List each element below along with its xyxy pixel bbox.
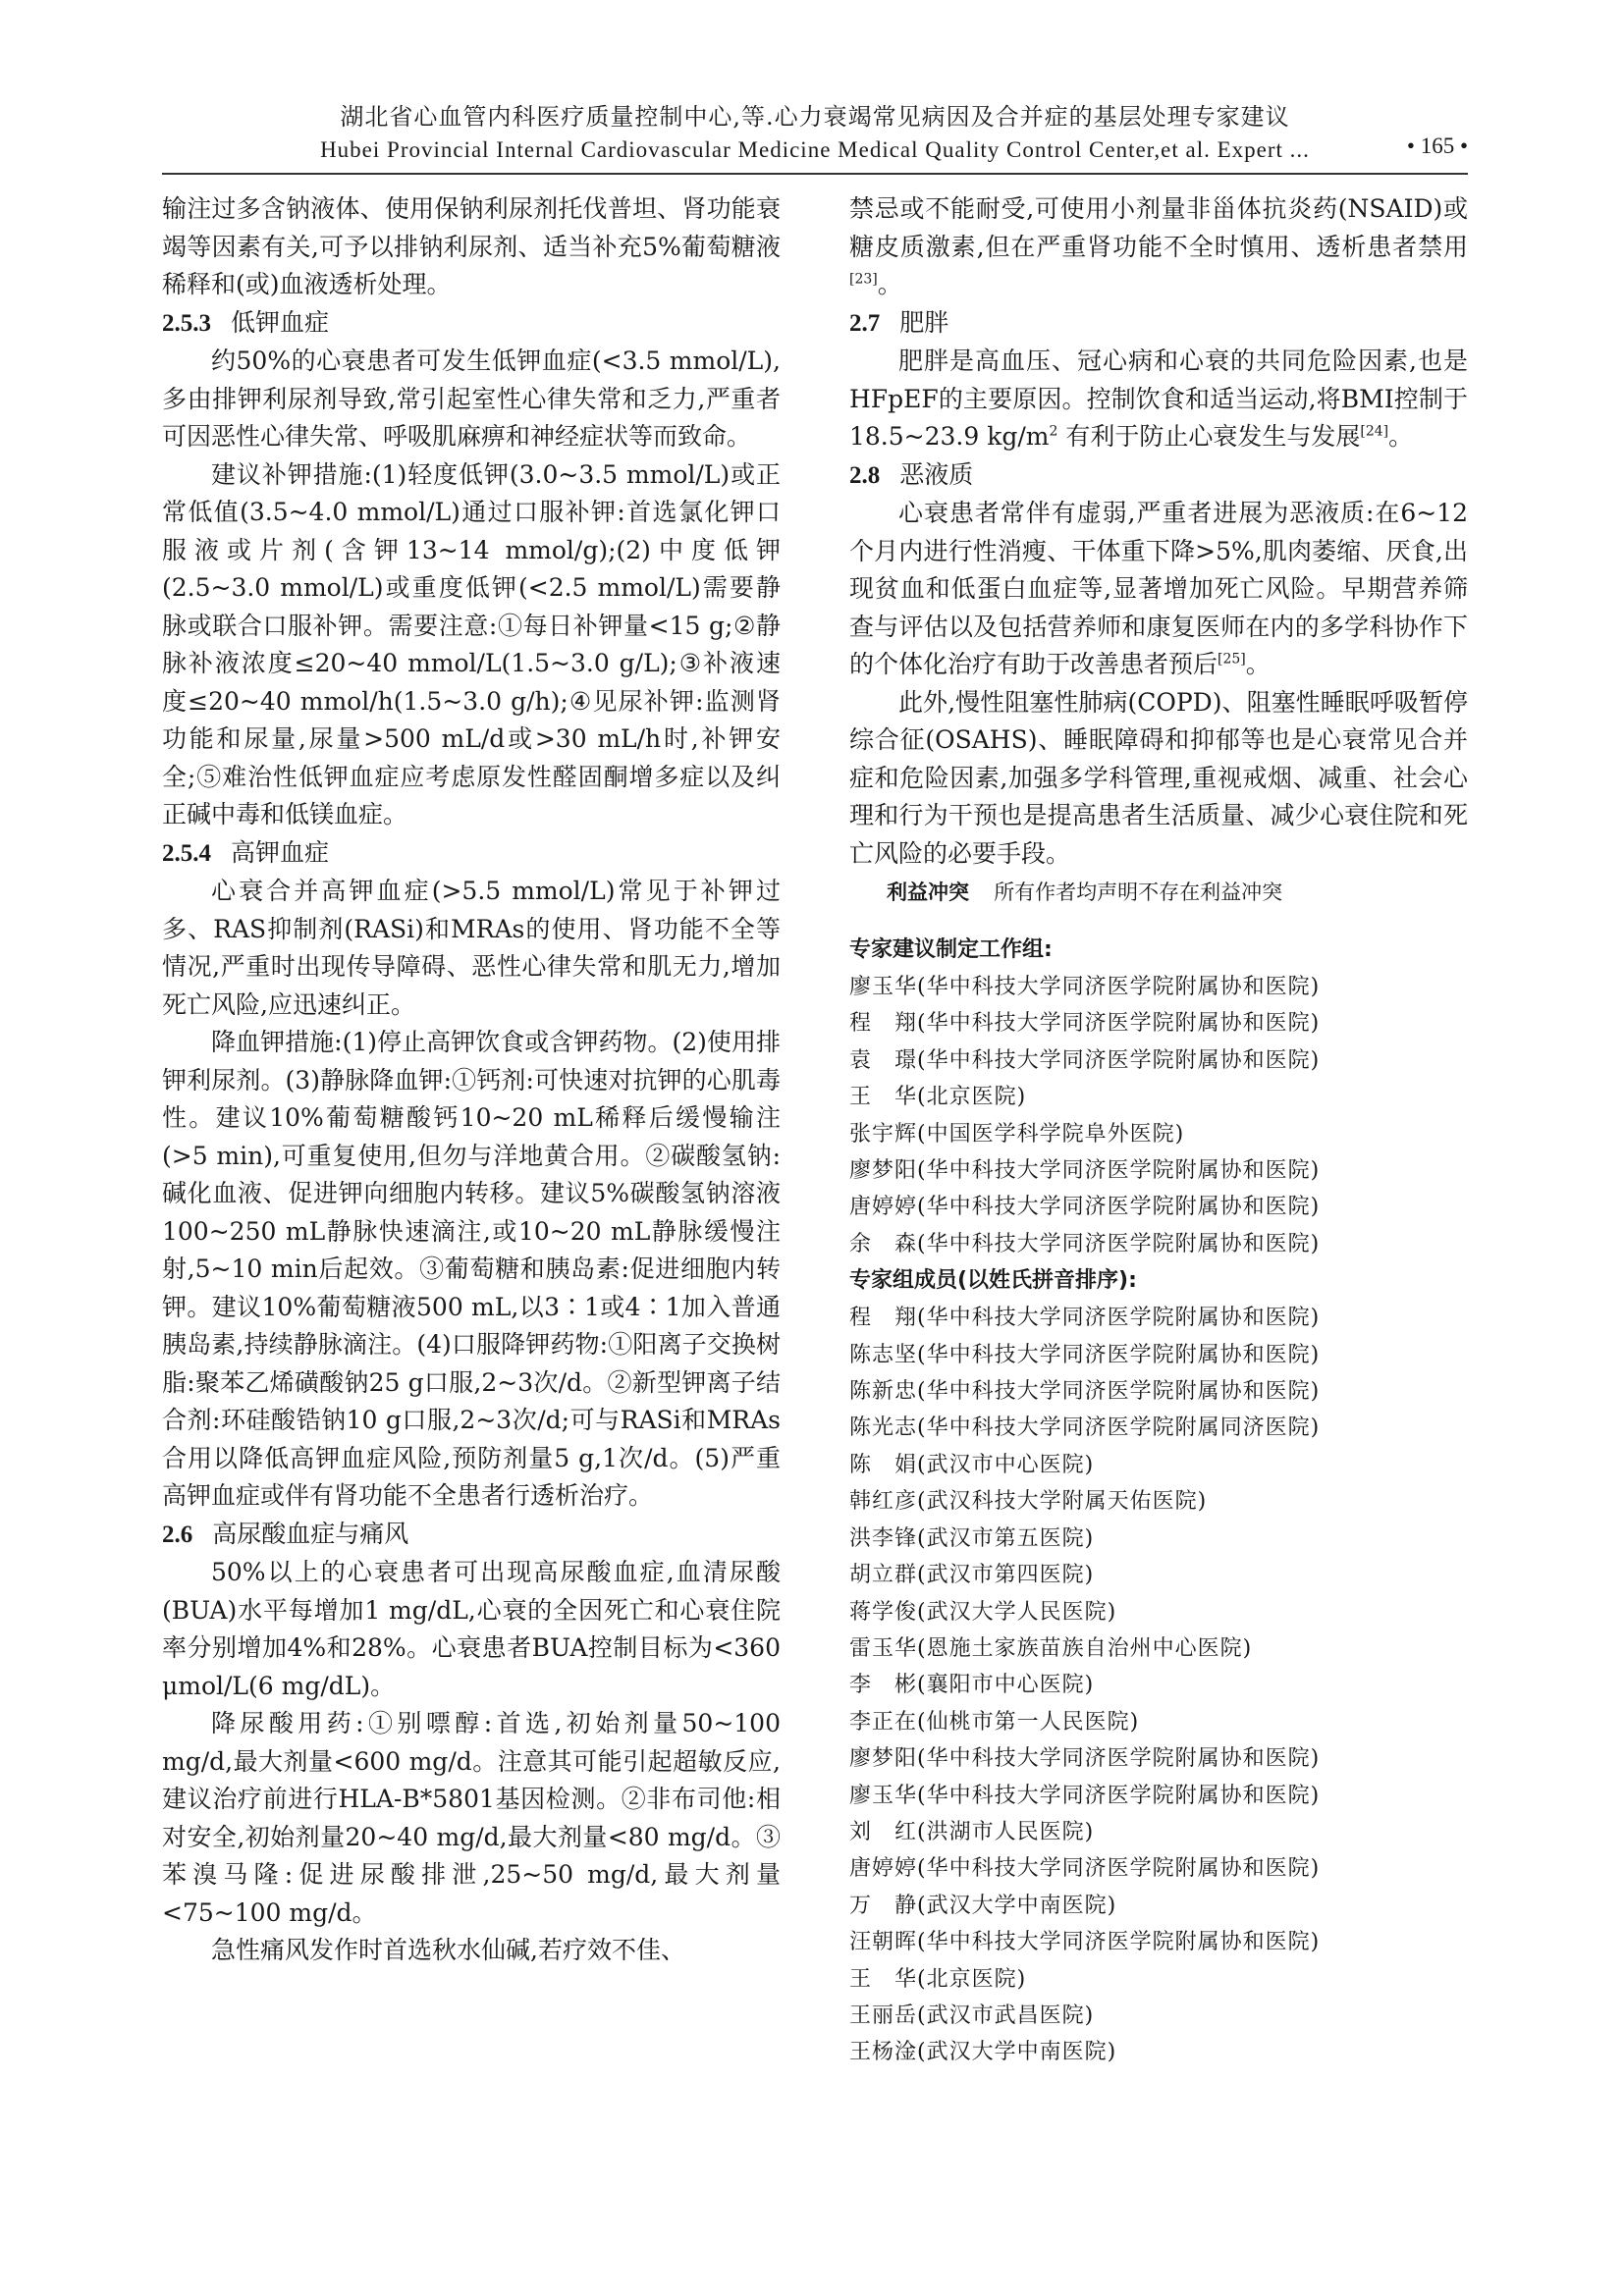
header-rule bbox=[162, 173, 1468, 175]
paragraph: 心衰合并高钾血症(>5.5 mmol/L)常见于补钾过多、RAS抑制剂(RASi)和MRAs的使用、肾功能不全等情况,严重时出现传导障碍、恶性心律失常和肌无力,增加死亡风险,应迅速纠正。 bbox=[162, 877, 781, 1019]
member-entry: 廖玉华(华中科技大学同济医学院附属协和医院) bbox=[849, 975, 1321, 999]
right-column bbox=[849, 190, 1468, 2071]
section-number: 2.5.3 bbox=[162, 309, 211, 337]
paragraph: 输注过多含钠液体、使用保钠利尿剂托伐普坦、肾功能衰竭等因素有关,可予以排钠利尿剂、适当补充5%葡萄糖液稀释和(或)血液透析处理。 bbox=[162, 194, 781, 298]
member-entry: 蒋学俊(武汉大学人民医院) bbox=[849, 1599, 1117, 1625]
conflict-of-interest bbox=[887, 875, 1468, 910]
text: 。 bbox=[1245, 650, 1271, 678]
member-entry: 廖梦阳(华中科技大学同济医学院附属协和医院) bbox=[849, 1158, 1321, 1184]
member-entry: 唐婷婷(华中科技大学同济医学院附属协和医院) bbox=[849, 1195, 1321, 1220]
paragraph: 此外,慢性阻塞性肺病(COPD)、阻塞性睡眠呼吸暂停综合征(OSAHS)、睡眠障碍和抑郁等也是心衰常见合并症和危险因素,加强多学科管理,重视戒烟、减重、社会心理和行为干预也是提高患者生活质量、减少心衰住院和死亡风险的必要手段。 bbox=[849, 687, 1468, 868]
section-title: 高尿酸血症与痛风 bbox=[212, 1519, 409, 1548]
member-entry: 李正在(仙桃市第一人民医院) bbox=[849, 1709, 1140, 1735]
member-entry: 李 彬(襄阳市中心医院) bbox=[849, 1673, 1095, 1698]
citation: [24] bbox=[1360, 423, 1389, 440]
citation: [23] bbox=[849, 271, 878, 288]
section-number: 2.7 bbox=[849, 309, 881, 337]
paragraph bbox=[849, 495, 1468, 684]
coi-label: 利益冲突 bbox=[887, 881, 969, 904]
page-number: • 165 • bbox=[1406, 133, 1468, 158]
text: 肥胖是高血压、冠心病和心衰的共同危险因素,也是HFpEF的主要原因。控制饮食和适当运动,将BMI控制于18.5~23.9 kg/m bbox=[849, 347, 1468, 451]
paragraph: 建议补钾措施:(1)轻度低钾(3.0~3.5 mmol/L)或正常低值(3.5~4.0 mmol/L)通过口服补钾:首选氯化钾口服液或片剂(含钾13~14 mmol/g);(2)中度低钾(2.5~3.0 mmol/L)或重度低钾(<2.5 mmol/L)需要静脉或联合口服补钾。需要注意:①每日补钾量<15 g;②静脉补液浓度≤20~40 mmol/L(1.5~3.0 g/L);③补液速度≤20~40 mmol/h(1.5~3.0 g/h);④见尿补钾:监测肾功能和尿量,尿量>500 mL/d或>30 mL/h时,补钾安全;⑤难治性低钾血症应考虑原发性醛固酮增多症以及纠正碱中毒和低镁血症。 bbox=[162, 459, 781, 828]
member-list bbox=[849, 969, 1468, 1262]
coi-text: 所有作者均声明不存在利益冲突 bbox=[994, 881, 1283, 904]
header-title-cn: 湖北省心血管内科医疗质量控制中心,等.心力衰竭常见病因及合并症的基层处理专家建议 bbox=[340, 103, 1290, 131]
section-number: 2.6 bbox=[162, 1521, 193, 1548]
paragraph: 急性痛风发作时首选秋水仙碱,若疗效不佳、 bbox=[211, 1936, 685, 1964]
section-number: 2.8 bbox=[849, 461, 881, 489]
member-entry: 雷玉华(恩施土家族苗族自治州中心医院) bbox=[849, 1635, 1253, 1661]
section-heading-2-7 bbox=[849, 304, 1468, 344]
member-entry: 廖梦阳(华中科技大学同济医学院附属协和医院) bbox=[849, 1746, 1321, 1772]
member-entry: 王杨淦(武汉大学中南医院) bbox=[849, 2040, 1117, 2065]
member-entry: 程 翔(华中科技大学同济医学院附属协和医院) bbox=[849, 1306, 1321, 1331]
text: 。 bbox=[1388, 422, 1414, 451]
paragraph: 约50%的心衰患者可发生低钾血症(<3.5 mmol/L),多由排钾利尿剂导致,常引起室性心律失常和乏力,严重者可因恶性心律失常、呼吸肌麻痹和神经症状等而致命。 bbox=[162, 347, 781, 451]
member-entry: 王丽岳(武汉市武昌医院) bbox=[849, 2002, 1095, 2028]
member-entry: 陈新忠(华中科技大学同济医学院附属协和医院) bbox=[849, 1379, 1321, 1405]
text: 。 bbox=[877, 270, 902, 298]
paragraph: 降血钾措施:(1)停止高钾饮食或含钾药物。(2)使用排钾利尿剂。(3)静脉降血钾:①钙剂:可快速对抗钾的心肌毒性。建议10%葡萄糖酸钙10~20 mL稀释后缓慢输注(>5 min),可重复使用,但勿与洋地黄合用。②碳酸氢钠:碱化血液、促进钾向细胞内转移。建议5%碳酸氢钠溶液100~250 mL静脉快速滴注,或10~20 mL静脉缓慢注射,5~10 min后起效。③葡萄糖和胰岛素:促进细胞内转钾。建议10%葡萄糖液500 mL,以3∶1或4∶1加入普通胰岛素,持续静脉滴注。(4)口服降钾药物:①阳离子交换树脂:聚苯乙烯磺酸钠25 g口服,2~3次/d。②新型钾离子结合剂:环硅酸锆钠10 g口服,2~3次/d;可与RASi和MRAs合用以降低高钾血症风险,预防剂量5 g,1次/d。(5)严重高钾血症或伴有肾功能不全患者行透析治疗。 bbox=[162, 1028, 781, 1510]
section-title: 肥胖 bbox=[899, 307, 949, 337]
group-heading: 专家建议制定工作组: bbox=[849, 937, 1053, 962]
paragraph: 50%以上的心衰患者可出现高尿酸血症,血清尿酸(BUA)水平每增加1 mg/dL,心衰的全因死亡和心衰住院率分别增加4%和28%。心衰患者BUA控制目标为<360 μmol/L(6 mg/dL)。 bbox=[162, 1558, 781, 1700]
member-entry: 陈光志(华中科技大学同济医学院附属同济医院) bbox=[849, 1415, 1321, 1441]
paragraph bbox=[849, 190, 1468, 304]
header-title-en: Hubei Provincial Internal Cardiovascular Medicine Medical Quality Control Center,et al. Expert ... bbox=[320, 137, 1310, 162]
member-entry: 汪朝晖(华中科技大学同济医学院附属协和医院) bbox=[849, 1930, 1321, 1955]
paragraph: 降尿酸用药:①别嘌醇:首选,初始剂量50~100 mg/d,最大剂量<600 mg/d。注意其可能引起超敏反应,建议治疗前进行HLA-B*5801基因检测。②非布司他:相对安全,初始剂量20~40 mg/d,最大剂量<80 mg/d。③苯溴马隆:促进尿酸排泄,25~50 mg/d,最大剂量<75~100 mg/d。 bbox=[162, 1709, 781, 1927]
member-list bbox=[849, 1300, 1468, 2071]
text: 有利于防止心衰发生与发展 bbox=[1065, 422, 1361, 451]
member-entry: 程 翔(华中科技大学同济医学院附属协和医院) bbox=[849, 1011, 1321, 1037]
member-entry: 张宇辉(中国医学科学院阜外医院) bbox=[849, 1121, 1185, 1147]
member-entry: 廖玉华(华中科技大学同济医学院附属协和医院) bbox=[849, 1783, 1321, 1808]
section-title: 低钾血症 bbox=[231, 307, 330, 337]
section-heading-2-6 bbox=[162, 1516, 781, 1555]
text: 禁忌或不能耐受,可使用小剂量非甾体抗炎药(NSAID)或糖皮质激素,但在严重肾功能不全时慎用、透析患者禁用 bbox=[849, 194, 1468, 261]
superscript: 2 bbox=[1049, 423, 1058, 440]
member-entry: 余 森(华中科技大学同济医学院附属协和医院) bbox=[849, 1231, 1321, 1256]
left-column bbox=[162, 190, 781, 1970]
section-heading-2-5-3 bbox=[162, 304, 781, 344]
member-entry: 王 华(北京医院) bbox=[849, 1966, 1027, 1992]
section-title: 恶液质 bbox=[899, 459, 974, 489]
section-heading-2-8 bbox=[849, 456, 1468, 496]
member-entry: 刘 红(洪湖市人民医院) bbox=[849, 1819, 1095, 1844]
section-number: 2.5.4 bbox=[162, 839, 211, 867]
running-header bbox=[162, 100, 1468, 167]
section-heading-2-5-4 bbox=[162, 834, 781, 874]
citation: [25] bbox=[1218, 651, 1246, 667]
member-entry: 陈 娟(武汉市中心医院) bbox=[849, 1452, 1095, 1477]
member-entry: 胡立群(武汉市第四医院) bbox=[849, 1563, 1095, 1588]
member-entry: 万 静(武汉大学中南医院) bbox=[849, 1893, 1117, 1918]
text: 心衰患者常伴有虚弱,严重者进展为恶液质:在6~12个月内进行性消瘦、干体重下降>5%,肌肉萎缩、厌食,出现贫血和低蛋白血症等,显著增加死亡风险。早期营养筛查与评估以及包括营养师和康复医师在内的多学科协作下的个体化治疗有助于改善患者预后 bbox=[849, 499, 1468, 678]
member-entry: 韩红彦(武汉科技大学附属天佑医院) bbox=[849, 1489, 1208, 1515]
member-entry: 袁 璟(华中科技大学同济医学院附属协和医院) bbox=[849, 1047, 1321, 1073]
paragraph bbox=[849, 343, 1468, 456]
member-entry: 唐婷婷(华中科技大学同济医学院附属协和医院) bbox=[849, 1856, 1321, 1882]
group-heading: 专家组成员(以姓氏拼音排序): bbox=[849, 1268, 1137, 1294]
section-title: 高钾血症 bbox=[231, 837, 330, 867]
member-entry: 洪李锋(武汉市第五医院) bbox=[849, 1525, 1095, 1551]
member-entry: 陈志坚(华中科技大学同济医学院附属协和医院) bbox=[849, 1342, 1321, 1367]
member-entry: 王 华(北京医院) bbox=[849, 1085, 1027, 1110]
